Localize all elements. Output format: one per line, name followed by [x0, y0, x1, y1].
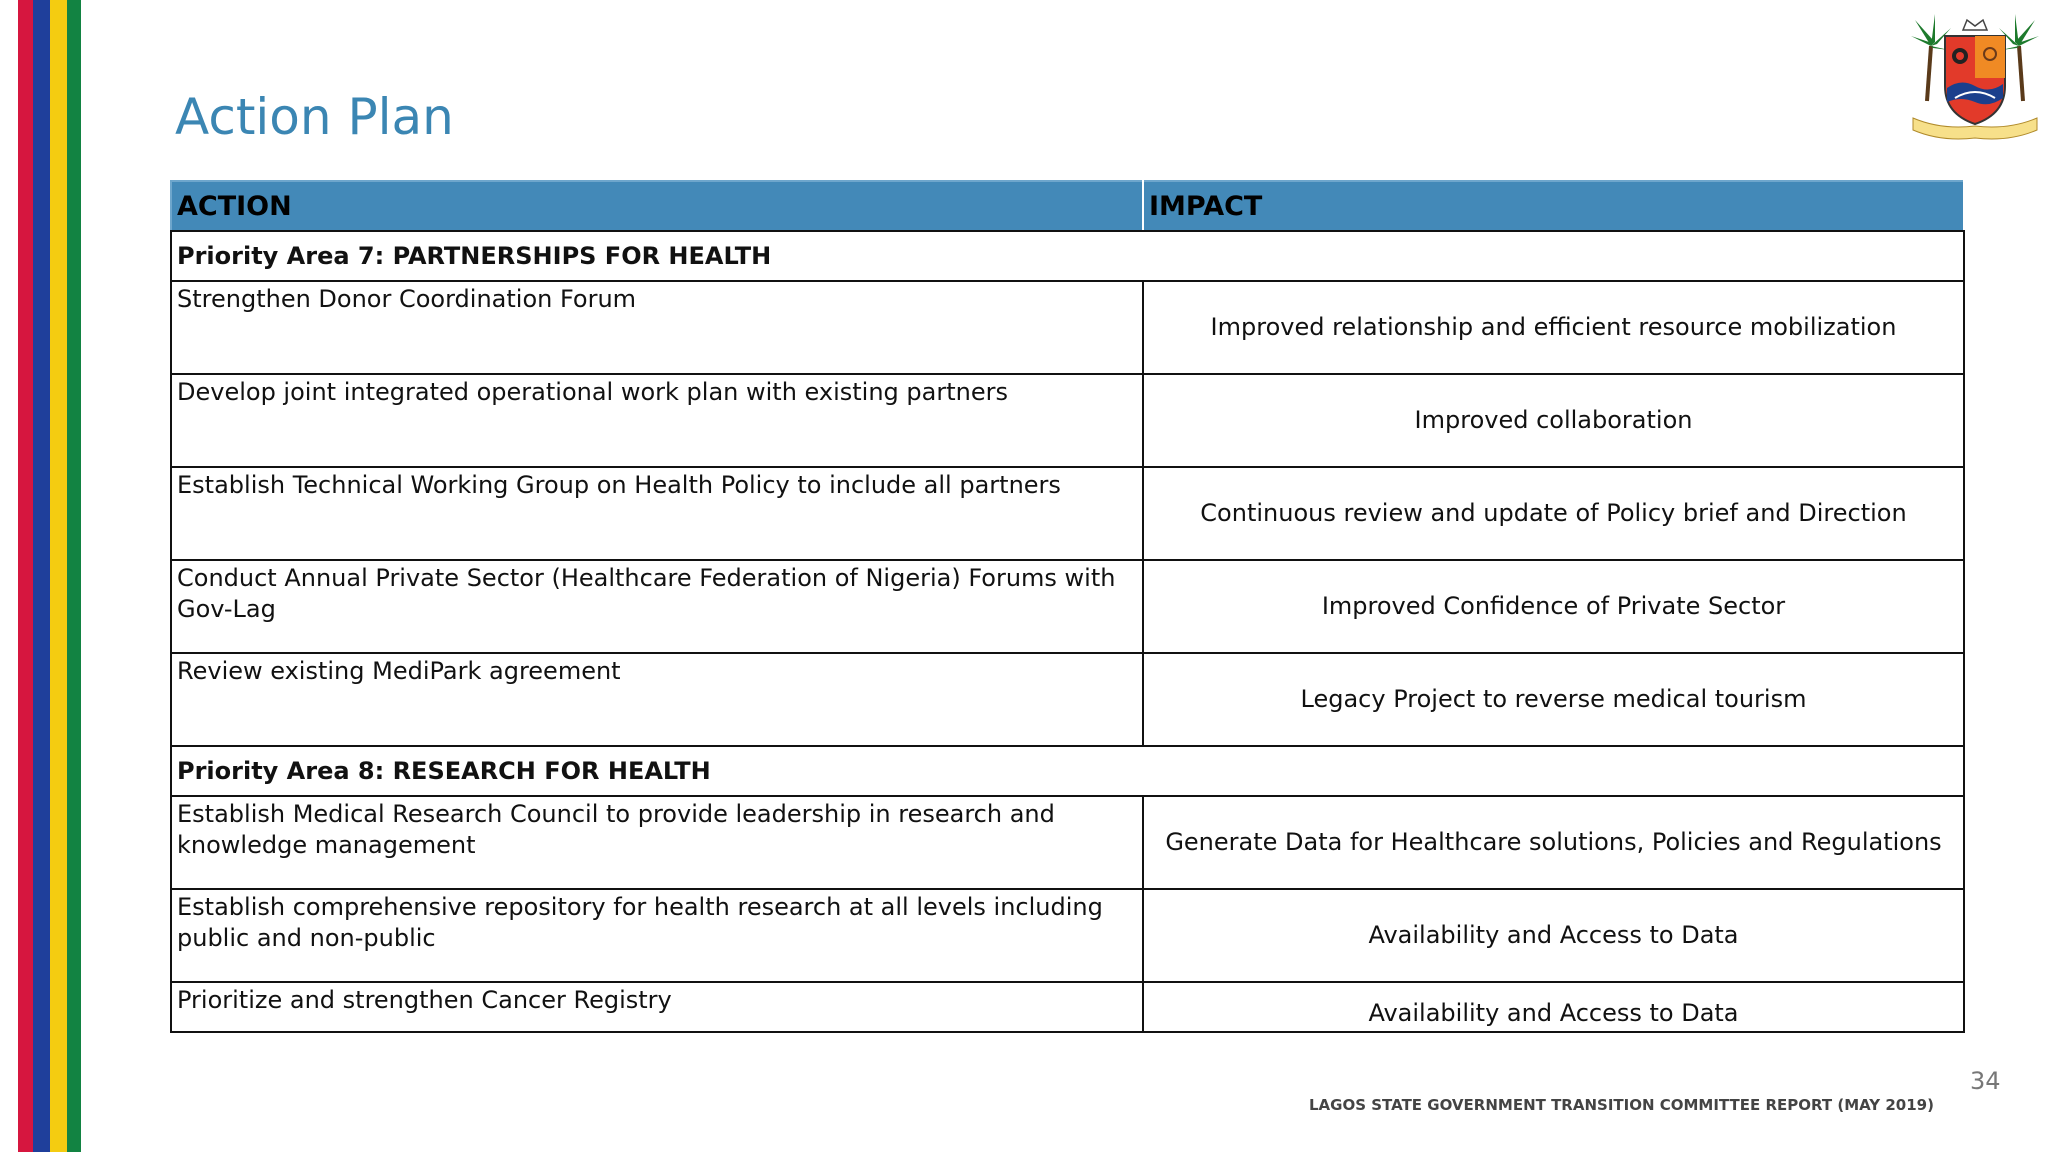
action-cell: Establish comprehensive repository for health research at all levels including public and non-public [171, 889, 1143, 982]
stripe-blue [33, 0, 50, 1152]
header-action: ACTION [171, 181, 1143, 231]
impact-cell: Improved collaboration [1143, 374, 1964, 467]
report-footer: LAGOS STATE GOVERNMENT TRANSITION COMMITTEE REPORT (MAY 2019) [1309, 1096, 1934, 1114]
impact-cell: Legacy Project to reverse medical tourism [1143, 653, 1964, 746]
action-cell: Prioritize and strengthen Cancer Registry [171, 982, 1143, 1032]
impact-cell: Continuous review and update of Policy brief and Direction [1143, 467, 1964, 560]
stripe-red [18, 0, 33, 1152]
table-row [171, 560, 1964, 653]
page-title: Action Plan [175, 88, 454, 146]
table-header-row [171, 181, 1964, 231]
impact-cell: Generate Data for Healthcare solutions, Policies and Regulations [1143, 796, 1964, 889]
action-cell: Establish Technical Working Group on Health Policy to include all partners [171, 467, 1143, 560]
impact-cell: Availability and Access to Data [1143, 982, 1964, 1032]
table-row [171, 982, 1964, 1032]
action-plan-table [170, 180, 1965, 1033]
table-row [171, 796, 1964, 889]
stripe-yellow [50, 0, 67, 1152]
table-row [171, 374, 1964, 467]
impact-cell: Improved relationship and efficient resource mobilization [1143, 281, 1964, 374]
action-cell: Strengthen Donor Coordination Forum [171, 281, 1143, 374]
priority-area-label: Priority Area 7: PARTNERSHIPS FOR HEALTH [171, 231, 1964, 281]
priority-area-row [171, 746, 1964, 796]
action-cell: Conduct Annual Private Sector (Healthcare Federation of Nigeria) Forums with Gov-Lag [171, 560, 1143, 653]
priority-area-label: Priority Area 8: RESEARCH FOR HEALTH [171, 746, 1964, 796]
table-row [171, 653, 1964, 746]
action-cell: Establish Medical Research Council to provide leadership in research and knowledge management [171, 796, 1143, 889]
action-cell: Develop joint integrated operational work plan with existing partners [171, 374, 1143, 467]
table-row [171, 889, 1964, 982]
page-number: 34 [1970, 1067, 2001, 1095]
impact-cell: Improved Confidence of Private Sector [1143, 560, 1964, 653]
impact-cell: Availability and Access to Data [1143, 889, 1964, 982]
action-cell: Review existing MediPark agreement [171, 653, 1143, 746]
stripe-green [67, 0, 81, 1152]
table-row [171, 281, 1964, 374]
table-row [171, 467, 1964, 560]
header-impact: IMPACT [1143, 181, 1964, 231]
priority-area-row [171, 231, 1964, 281]
lagos-state-coat-of-arms-icon [1905, 6, 2045, 146]
